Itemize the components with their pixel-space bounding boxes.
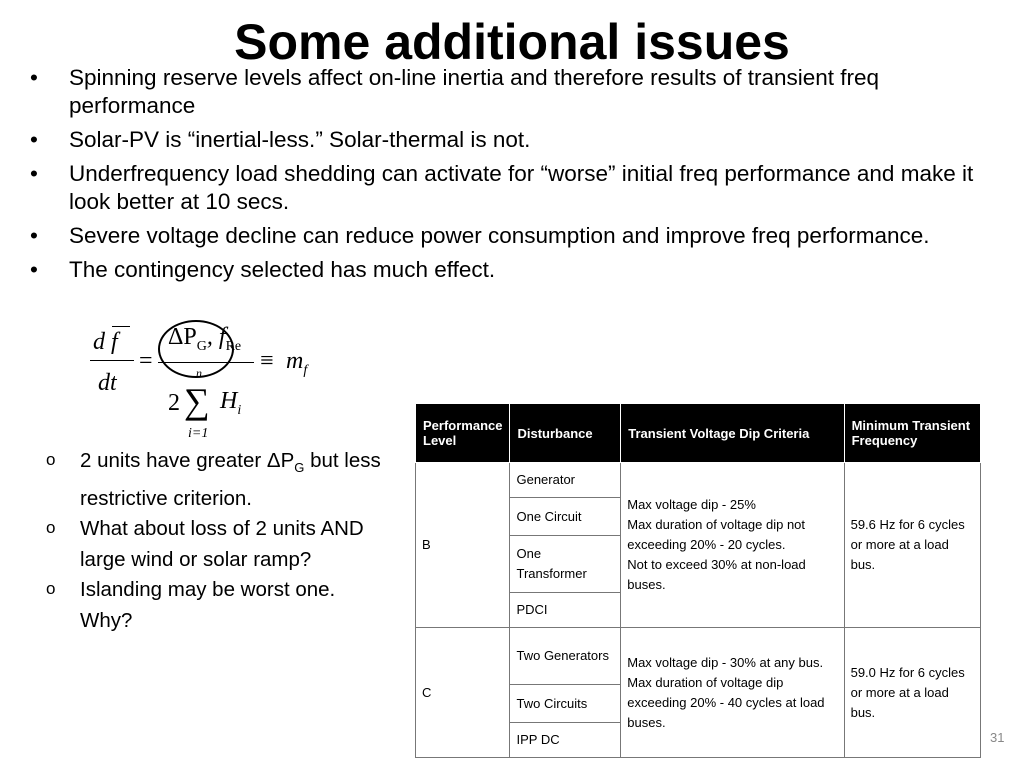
sub-bullet-list	[46, 446, 386, 636]
denominator-coefficient: 2	[168, 390, 180, 416]
voltage-criteria-cell: Max voltage dip - 25% Max duration of voltage dip not exceeding 20% - 20 cycles. Not to exceed 30% at non-load buses.	[621, 463, 844, 628]
frequency-cell: 59.6 Hz for 6 cycles or more at a load bus.	[844, 463, 980, 628]
voltage-criteria-cell: Max voltage dip - 30% at any bus. Max duration of voltage dip exceeding 20% - 40 cycles at load buses.	[621, 628, 844, 758]
bullet-item: • The contingency selected has much effect.	[30, 256, 1005, 284]
frequency-cell: 59.0 Hz for 6 cycles or more at a load bus.	[844, 628, 980, 758]
slide-title: Some additional issues	[234, 14, 790, 70]
formula-equals: =	[139, 348, 153, 374]
disturbance-cell: Generator	[510, 463, 621, 498]
criteria-table	[415, 403, 981, 758]
level-cell: C	[416, 628, 510, 758]
formula-lhs-numerator: d f	[93, 329, 118, 355]
sum-lower: i=1	[188, 426, 209, 441]
bullet-item: • Underfrequency load shedding can activate for “worse” initial freq performance and make it look better at 10 secs.	[30, 160, 1005, 216]
header-voltage-criteria: Transient Voltage Dip Criteria	[621, 404, 844, 463]
disturbance-cell: One Circuit	[510, 498, 621, 536]
formula-rhs: $m_f$	[286, 348, 308, 378]
level-cell: B	[416, 463, 510, 628]
bullet-item: • Spinning reserve levels affect on-line inertia and therefore results of transient freq performance	[30, 64, 1005, 120]
disturbance-cell: IPP DC	[510, 723, 621, 758]
sub-bullet-item: o Islanding may be worst one. Why?	[46, 575, 386, 636]
disturbance-cell: Two Generators	[510, 628, 621, 685]
header-performance-level: Performance Level	[416, 404, 510, 463]
denominator-var: $H_i$	[220, 388, 242, 418]
table-row	[416, 463, 981, 498]
bullet-item: • Solar-PV is “inertial-less.” Solar-thermal is not.	[30, 126, 1005, 154]
bullet-item: • Severe voltage decline can reduce power consumption and improve freq performance.	[30, 222, 1005, 250]
overline-mark	[112, 326, 130, 327]
lhs-fraction-bar	[90, 360, 134, 361]
table-header-row	[416, 404, 981, 463]
header-min-frequency: Minimum Transient Frequency	[844, 404, 980, 463]
page-number: 31	[990, 730, 1005, 745]
formula-numerator: $\Delta P_G$, $f_{Re}$	[168, 324, 242, 354]
main-bullet-list	[30, 64, 1005, 290]
disturbance-cell: PDCI	[510, 593, 621, 628]
table-row	[416, 628, 981, 685]
sub-bullet-item: o 2 units have greater $\Delta P_G$ but less restrictive criterion.	[46, 446, 386, 514]
disturbance-cell: One Transformer	[510, 536, 621, 593]
main-fraction-bar	[158, 362, 254, 363]
disturbance-cell: Two Circuits	[510, 685, 621, 723]
frequency-formula	[88, 318, 338, 448]
formula-lhs-denominator: dt	[98, 370, 117, 396]
sigma-symbol: ∑	[184, 381, 210, 421]
formula-equiv: ≡	[260, 348, 274, 374]
header-disturbance: Disturbance	[510, 404, 621, 463]
sum-upper: n	[196, 366, 202, 380]
sub-bullet-item: o What about loss of 2 units AND large wind or solar ramp?	[46, 514, 386, 575]
